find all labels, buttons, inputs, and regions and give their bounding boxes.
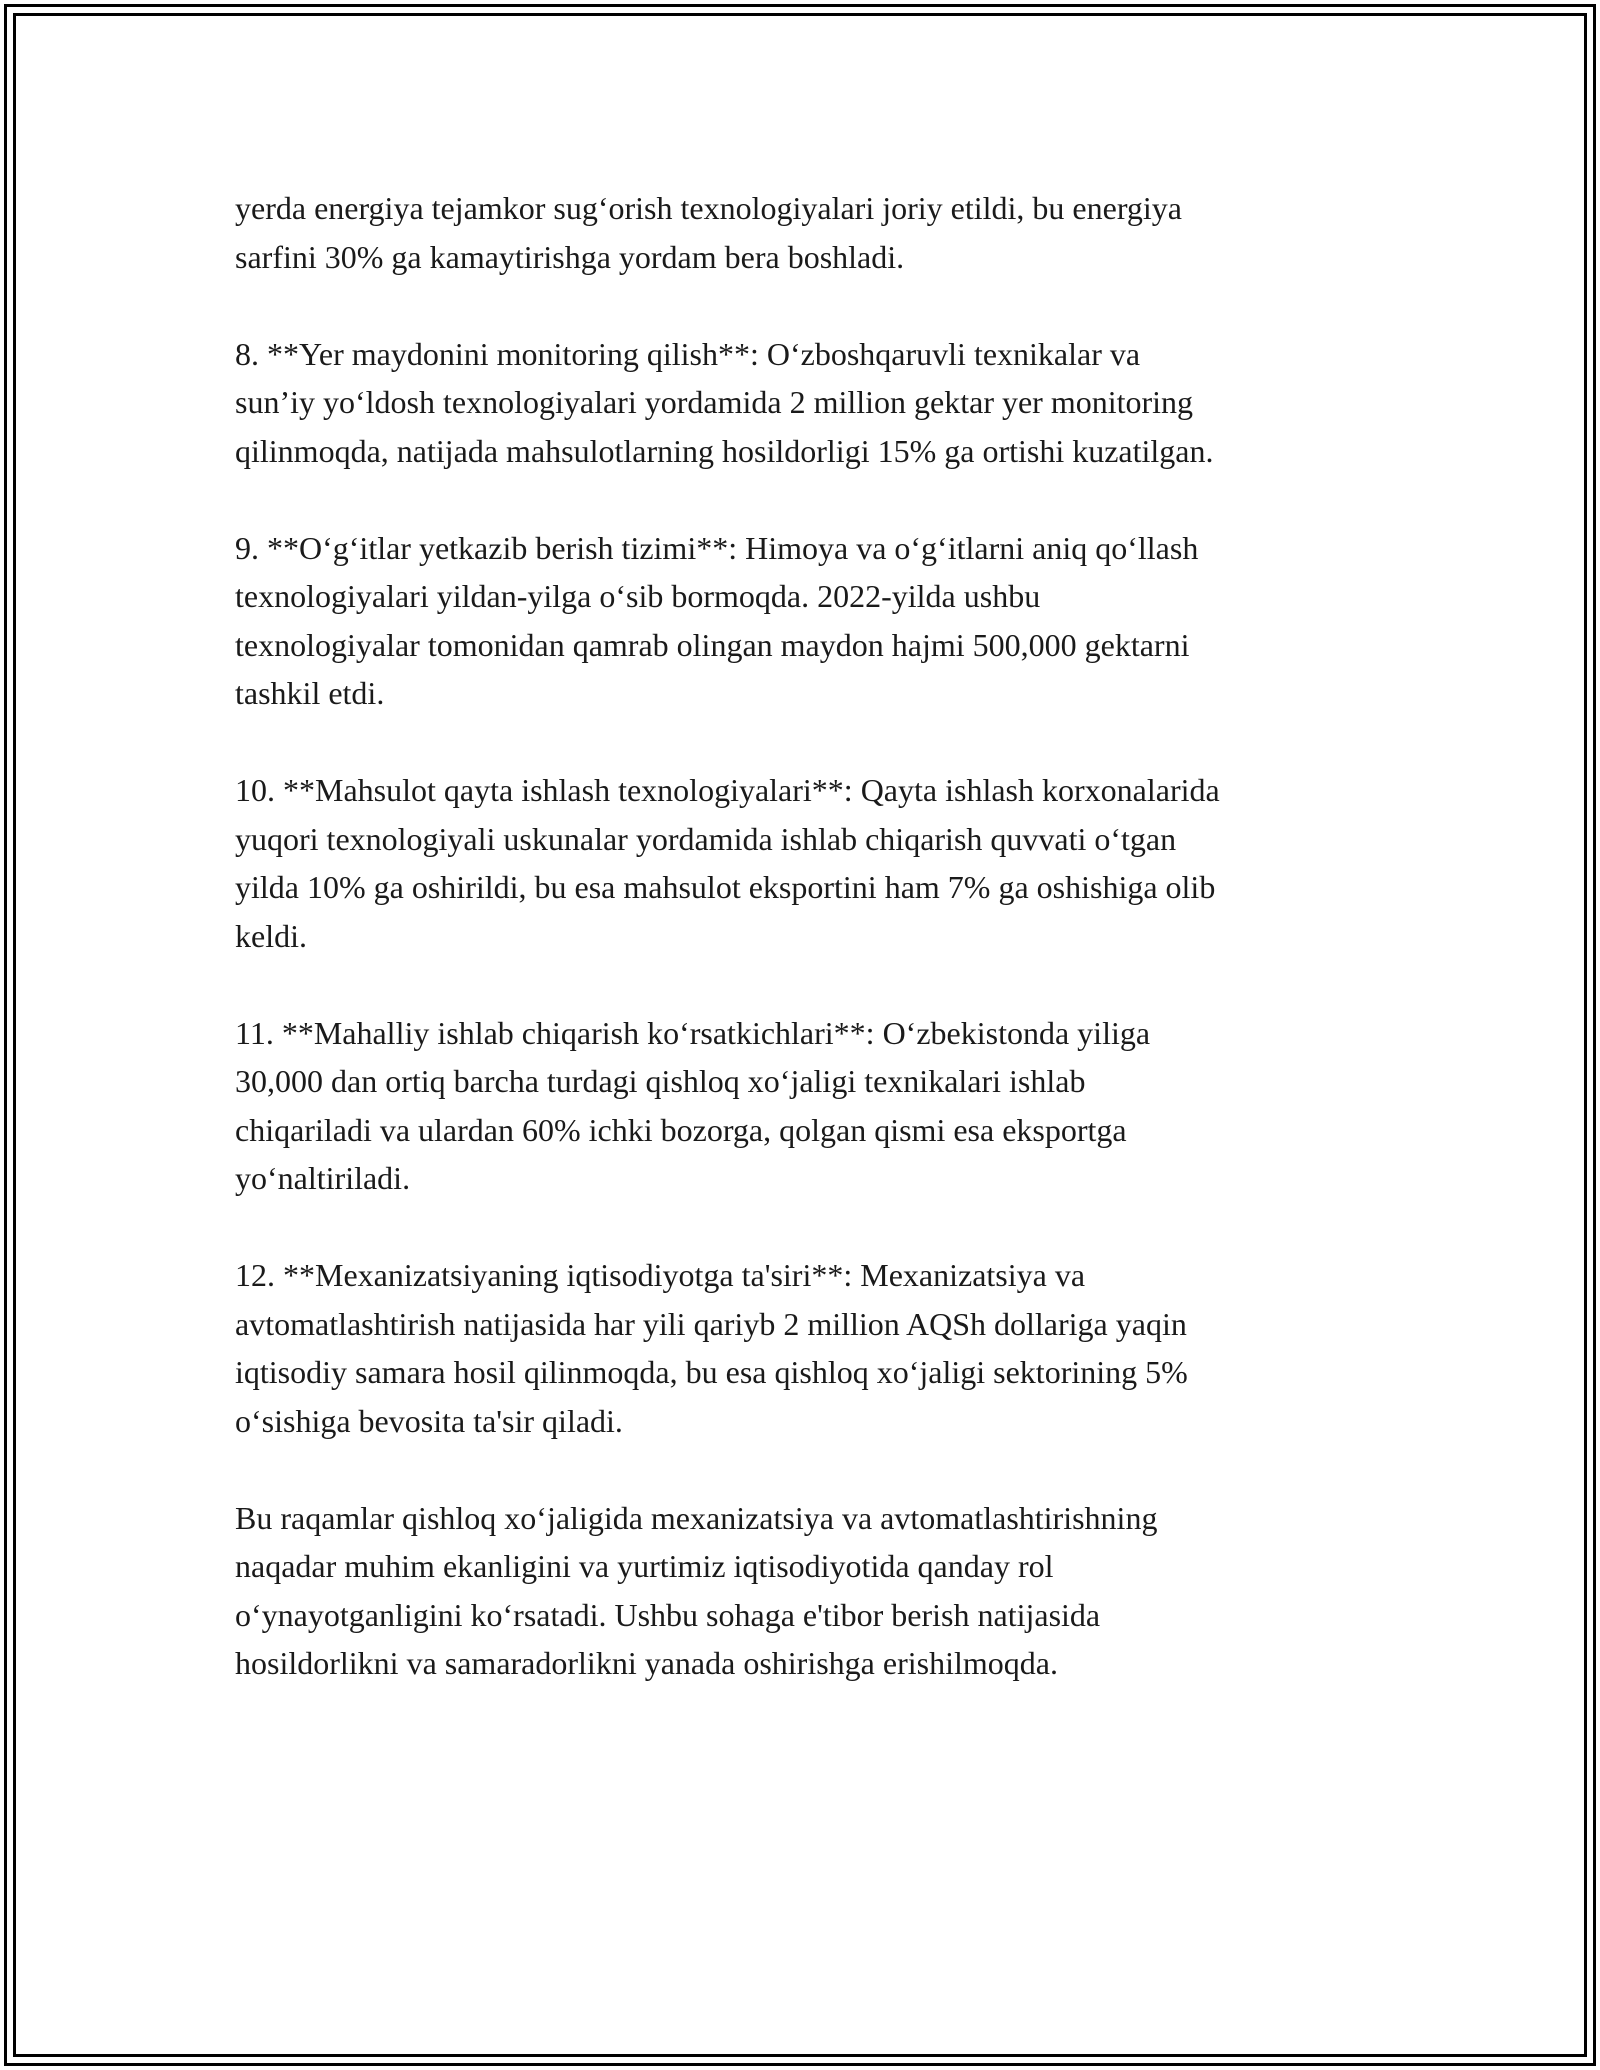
text-line: 9. **O‘g‘itlar yetkazib berish tizimi**: Himoya va o‘g‘itlarni aniq qo‘llash <box>235 529 1199 566</box>
text-line: sarfini 30% ga kamaytirishga yordam bera boshladi. <box>235 238 905 275</box>
text-line: naqadar muhim ekanligini va yurtimiz iqtisodiyotida qanday rol <box>235 1548 1054 1584</box>
paragraph-continuation <box>235 184 1375 281</box>
text-line: 30,000 dan ortiq barcha turdagi qishloq xo‘jaligi texnikalari ishlab <box>235 1063 1086 1099</box>
text-line: sun’iy yo‘ldosh texnologiyalari yordamida 2 million gektar yer monitoring <box>235 384 1194 420</box>
text-line: iqtisodiy samara hosil qilinmoqda, bu esa qishloq xo‘jaligi sektorining 5% <box>235 1354 1188 1390</box>
text-line: hosildorlikni va samaradorlikni yanada oshirishga erishilmoqda. <box>235 1645 1058 1681</box>
text-line: o‘ynayotganligini ko‘rsatadi. Ushbu sohaga e'tibor berish natijasida <box>235 1596 1101 1633</box>
text-line: 10. **Mahsulot qayta ishlash texnologiyalari**: Qayta ishlash korxonalarida <box>235 772 1220 808</box>
text-line: yuqori texnologiyali uskunalar yordamida ishlab chiqarish quvvati o‘tgan <box>235 820 1177 857</box>
list-item-9 <box>235 524 1375 718</box>
document-body <box>235 184 1375 1736</box>
list-item-11 <box>235 1009 1375 1203</box>
text-line: tashkil etdi. <box>235 675 385 711</box>
text-line: avtomatlashtirish natijasida har yili qariyb 2 million AQSh dollariga yaqin <box>235 1305 1187 1342</box>
text-line: o‘sishiga bevosita ta'sir qiladi. <box>235 1402 623 1439</box>
text-line: qilinmoqda, natijada mahsulotlarning hosildorligi 15% ga ortishi kuzatilgan. <box>235 432 1214 469</box>
paragraph-conclusion <box>235 1494 1375 1688</box>
text-line: texnologiyalar tomonidan qamrab olingan maydon hajmi 500,000 gektarni <box>235 626 1190 663</box>
list-item-10 <box>235 766 1375 960</box>
text-line: yerda energiya tejamkor sug‘orish texnologiyalari joriy etildi, bu energiya <box>235 190 1182 226</box>
text-line: yo‘naltiriladi. <box>235 1160 411 1196</box>
text-line: Bu raqamlar qishloq xo‘jaligida mexanizatsiya va avtomatlashtirishning <box>235 1499 1158 1536</box>
text-line: 12. **Mexanizatsiyaning iqtisodiyotga ta'siri**: Mexanizatsiya va <box>235 1257 1086 1293</box>
list-item-8 <box>235 330 1375 476</box>
text-line: chiqariladi va ulardan 60% ichki bozorga, qolgan qismi esa eksportga <box>235 1111 1127 1148</box>
text-line: keldi. <box>235 917 307 954</box>
list-item-12 <box>235 1251 1375 1445</box>
text-line: 11. **Mahalliy ishlab chiqarish ko‘rsatkichlari**: O‘zbekistonda yiliga <box>235 1014 1151 1051</box>
text-line: texnologiyalari yildan-yilga o‘sib bormoqda. 2022-yilda ushbu <box>235 578 1041 614</box>
text-line: yilda 10% ga oshirildi, bu esa mahsulot eksportini ham 7% ga oshishiga olib <box>235 869 1216 905</box>
text-line: 8. **Yer maydonini monitoring qilish**: O‘zboshqaruvli texnikalar va <box>235 335 1141 372</box>
